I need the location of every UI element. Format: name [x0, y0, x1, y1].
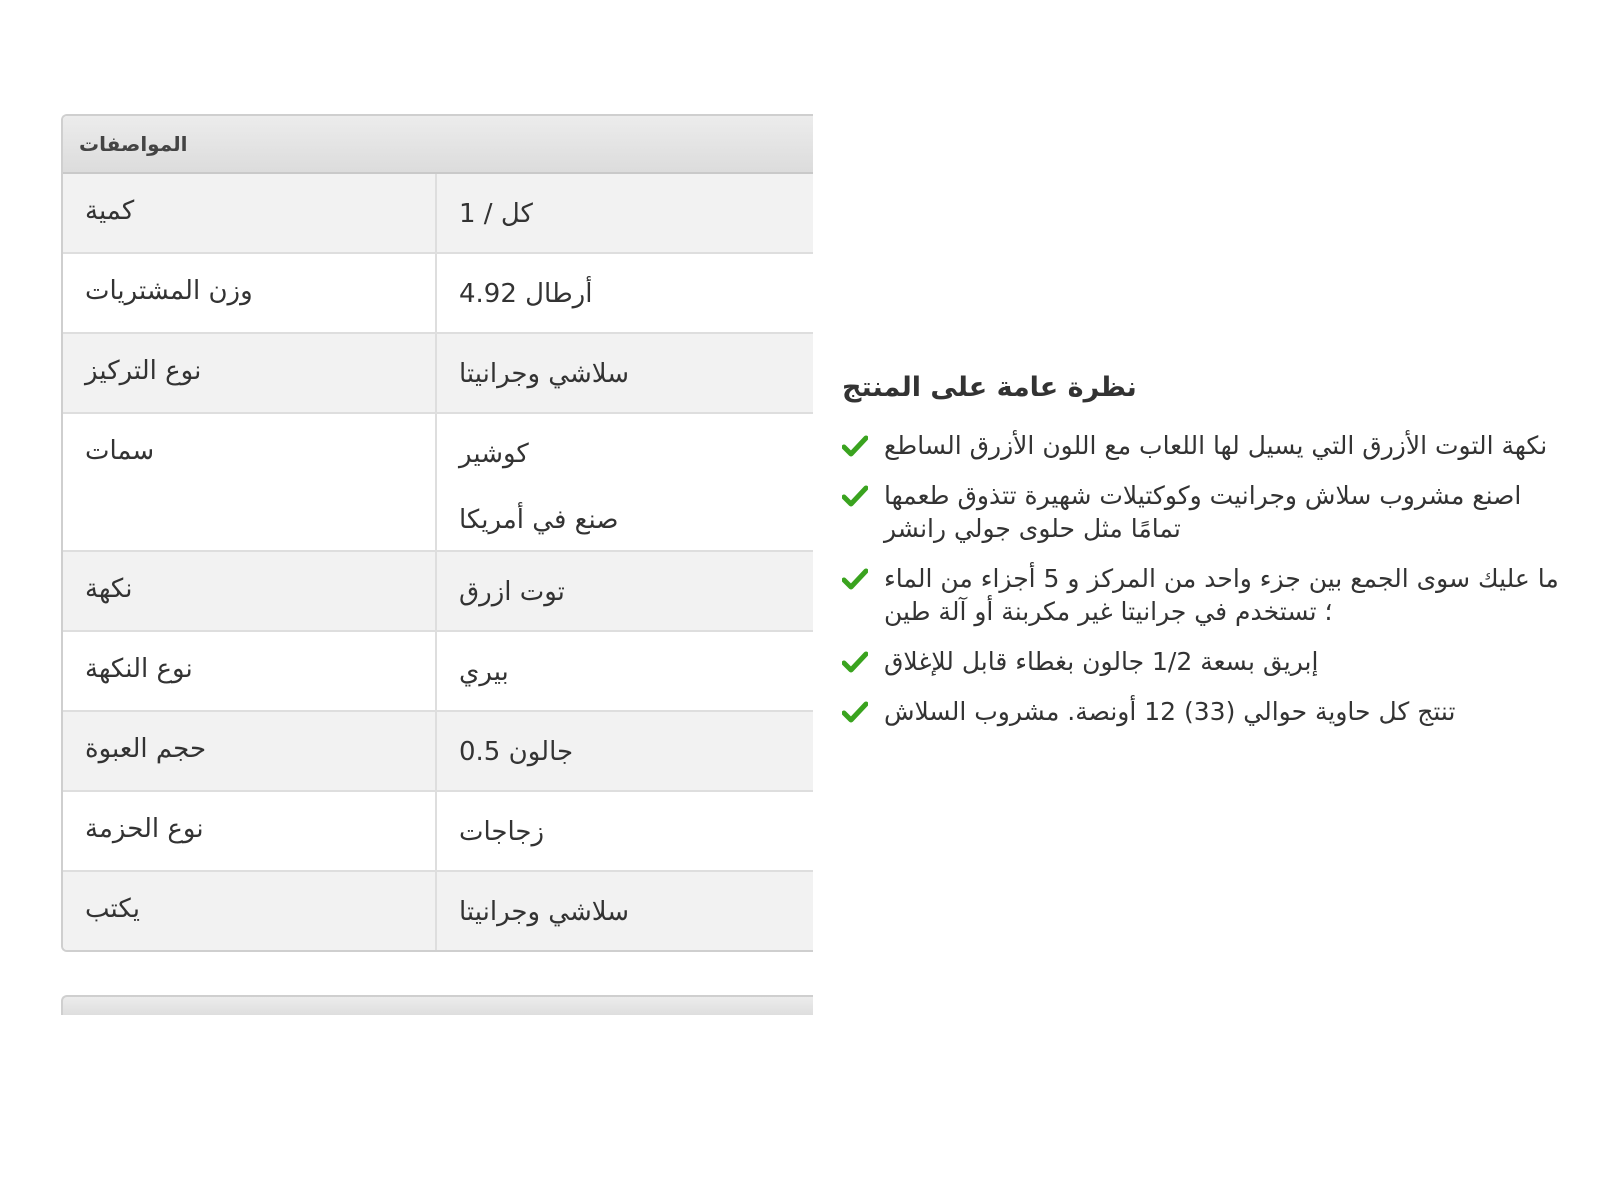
spec-label: نوع الحزمة [63, 792, 437, 870]
spec-row [63, 174, 813, 254]
checkmark-icon [842, 562, 884, 595]
overview-item [842, 645, 1562, 678]
spec-value-line: صنع في أمريكا [459, 505, 619, 535]
spec-label: كمية [63, 174, 437, 252]
spec-label: نوع النكهة [63, 632, 437, 710]
specifications-table [61, 114, 813, 952]
spec-value [437, 334, 813, 412]
spec-value-line: 4.92 أرطال [459, 279, 593, 309]
spec-row [63, 414, 813, 552]
spec-value-line: كوشير [459, 439, 529, 469]
overview-item-text: ما عليك سوى الجمع بين جزء واحد من المركز و 5 أجزاء من الماء ؛ تستخدم في جرانيتا غير مكربنة أو آلة طين [884, 564, 1559, 626]
product-overview [842, 372, 1562, 745]
spec-label: حجم العبوة [63, 712, 437, 790]
spec-value-line: زجاجات [459, 817, 545, 847]
spec-value [437, 792, 813, 870]
overview-item-text: اصنع مشروب سلاش وجرانيت وكوكتيلات شهيرة تتذوق طعمها تمامًا مثل حلوى جولي رانشر [884, 481, 1522, 543]
overview-item [842, 429, 1562, 462]
spec-value [437, 414, 813, 550]
overview-item [842, 695, 1562, 728]
spec-label: وزن المشتريات [63, 254, 437, 332]
spec-value [437, 552, 813, 630]
spec-value [437, 254, 813, 332]
overview-item-text: إبريق بسعة 1/2 جالون بغطاء قابل للإغلاق [884, 647, 1319, 676]
spec-row [63, 712, 813, 792]
spec-row [63, 872, 813, 950]
spec-value-line: توت ازرق [459, 577, 565, 607]
spec-value-line: سلاشي وجرانيتا [459, 897, 630, 927]
overview-item [842, 479, 1562, 545]
spec-row [63, 334, 813, 414]
spec-row [63, 552, 813, 632]
spec-value-line: كل / 1 [459, 199, 533, 229]
spec-label: سمات [63, 414, 437, 550]
spec-value [437, 632, 813, 710]
specifications-header: المواصفات [63, 116, 813, 174]
specifications-rows [63, 174, 813, 950]
overview-title: نظرة عامة على المنتج [842, 372, 1137, 403]
checkmark-icon [842, 429, 884, 462]
spec-value-line: سلاشي وجرانيتا [459, 359, 630, 389]
overview-item-text: تنتج كل حاوية حوالي (33) 12 أونصة. مشروب السلاش [884, 697, 1456, 726]
spec-value-line: 0.5 جالون [459, 737, 574, 767]
checkmark-icon [842, 479, 884, 512]
spec-label: نوع التركيز [63, 334, 437, 412]
checkmark-icon [842, 695, 884, 728]
spec-value-line: بيري [459, 657, 509, 687]
next-section-header [61, 995, 813, 1015]
overview-item-text: نكهة التوت الأزرق التي يسيل لها اللعاب مع اللون الأزرق الساطع [884, 431, 1548, 460]
overview-item [842, 562, 1562, 628]
overview-list [842, 429, 1562, 728]
spec-value [437, 712, 813, 790]
spec-value [437, 174, 813, 252]
spec-row [63, 792, 813, 872]
spec-value [437, 872, 813, 950]
spec-label: نكهة [63, 552, 437, 630]
spec-row [63, 254, 813, 334]
checkmark-icon [842, 645, 884, 678]
spec-label: يكتب [63, 872, 437, 950]
spec-row [63, 632, 813, 712]
